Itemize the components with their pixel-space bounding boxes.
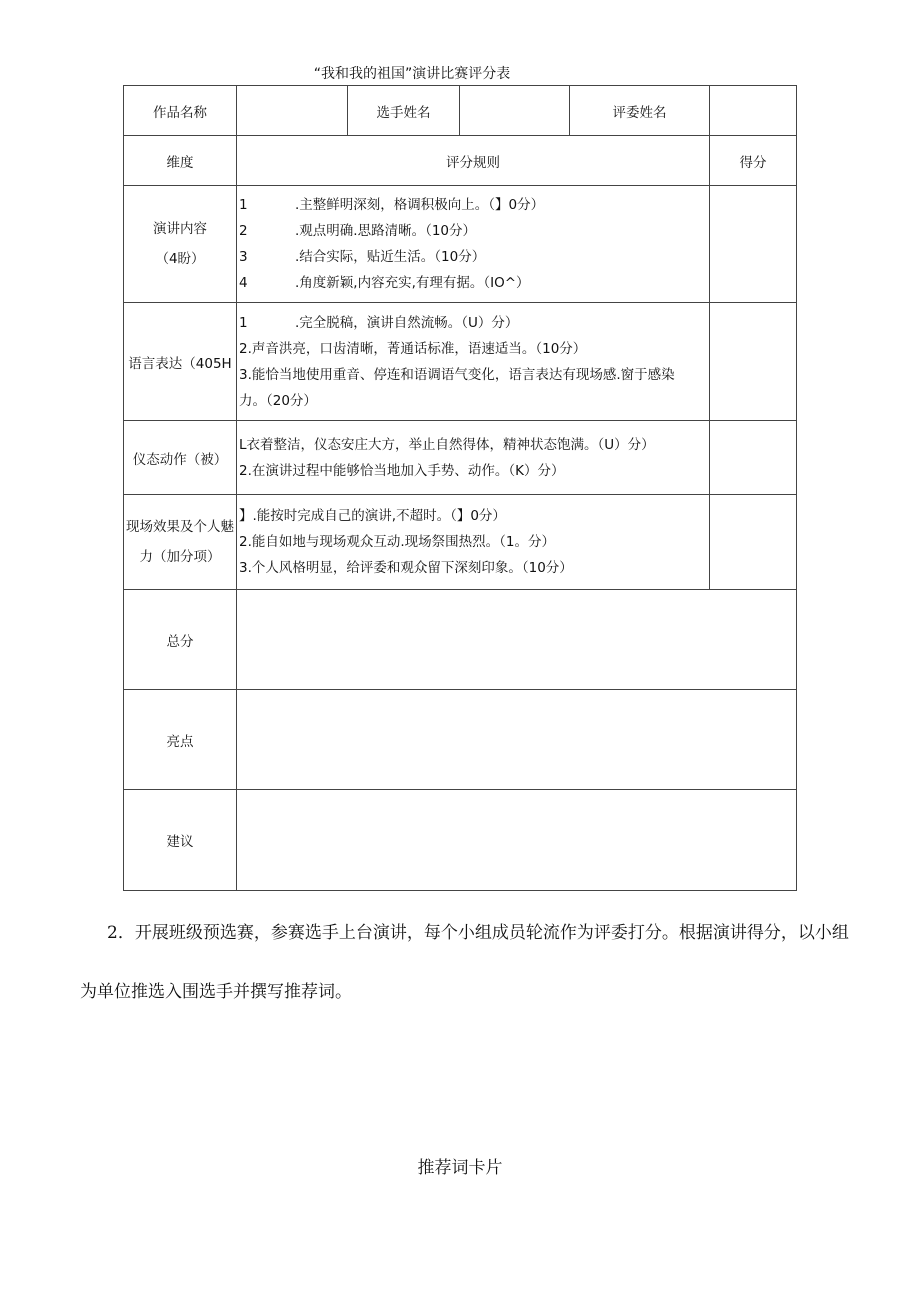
content-rules	[237, 186, 710, 303]
dimension-effect-title-2: 力（加分项）	[139, 549, 221, 565]
score-cell-effect[interactable]	[710, 495, 797, 590]
contestant-field[interactable]	[460, 86, 570, 136]
rule-line: 2 .观点明确.思路清晰。（10分）	[239, 223, 477, 239]
judge-field[interactable]	[710, 86, 797, 136]
suggestions-field[interactable]	[237, 790, 797, 891]
rule-line: 力。（20分）	[239, 392, 317, 409]
suggestions-label: 建议	[124, 790, 237, 891]
rule-line: 1 .主整鲜明深刻，格调积极向上。（】0分）	[239, 197, 545, 213]
rule-line: 2.声音洪亮，口齿清晰，菁通话标准，语速适当。（10分）	[239, 340, 587, 357]
rule-line: 3 .结合实际，贴近生活。（10分）	[239, 249, 486, 265]
rule-line: 3.能恰当地使用重音、停连和语调语气变化，语言表达有现场感.窗于感染	[239, 366, 675, 383]
dimension-effect	[124, 495, 237, 590]
table-title: “我和我的祖国”演讲比赛评分表	[313, 66, 511, 82]
score-header: 得分	[710, 136, 797, 186]
work-name-field[interactable]	[237, 86, 348, 136]
rule-line: 】.能按时完成自己的演讲,不超时。（】0分）	[239, 508, 506, 524]
highlights-label: 亮点	[124, 690, 237, 790]
rules-header: 评分规则	[237, 136, 710, 186]
score-cell-manner[interactable]	[710, 421, 797, 495]
highlights-field[interactable]	[237, 690, 797, 790]
total-field[interactable]	[237, 590, 797, 690]
total-label: 总分	[124, 590, 237, 690]
rule-line: 2.能自如地与现场观众互动.现场祭围热烈。（1。分）	[239, 534, 556, 550]
manner-rules	[237, 421, 710, 495]
dimension-language: 语言表达（405H	[124, 303, 237, 421]
rule-line: L衣着整洁，仪态安庄大方，举止自然得体，精神状态饱满。（U）分）	[239, 436, 655, 453]
contestant-label: 选手姓名	[348, 86, 460, 136]
effect-rules	[237, 495, 710, 590]
table-row	[124, 421, 797, 495]
judge-label: 评委姓名	[570, 86, 710, 136]
dimension-content-points: （4盼）	[155, 251, 205, 267]
rule-line: 1 .完全脱稿，演讲自然流畅。（U）分）	[239, 314, 519, 331]
score-cell-content[interactable]	[710, 186, 797, 303]
score-cell-language[interactable]	[710, 303, 797, 421]
dimension-manner: 仪态动作（被）	[124, 421, 237, 495]
table-row	[124, 690, 797, 790]
table-row	[124, 495, 797, 590]
table-row	[124, 303, 797, 421]
instruction-paragraph	[80, 904, 860, 1022]
paragraph-number: 2	[107, 923, 118, 943]
rule-line: 4 .角度新颖,内容充实,有理有据。（IO^）	[239, 275, 530, 291]
dimension-header: 维度	[124, 136, 237, 186]
dimension-content-title: 演讲内容	[153, 221, 207, 237]
table-row	[124, 790, 797, 891]
language-rules	[237, 303, 710, 421]
table-row	[124, 186, 797, 303]
table-row	[124, 136, 797, 186]
scoring-table	[123, 85, 797, 891]
table-row	[124, 86, 797, 136]
table-row	[124, 590, 797, 690]
recommendation-card-title: 推荐词卡片	[417, 1158, 503, 1178]
work-name-label: 作品名称	[124, 86, 237, 136]
dimension-effect-title-1: 现场效果及个人魅	[126, 519, 234, 535]
paragraph-text: ．开展班级预选赛，参赛选手上台演讲，每个小组成员轮流作为评委打分。根据演讲得分，以小组为单位推选入围选手并撰写推荐词。	[80, 923, 849, 1002]
dimension-content	[124, 186, 237, 303]
rule-line: 3.个人风格明显，给评委和观众留下深刻印象。（10分）	[239, 560, 573, 576]
rule-line: 2.在演讲过程中能够恰当地加入手势、动作。（K）分）	[239, 462, 565, 479]
